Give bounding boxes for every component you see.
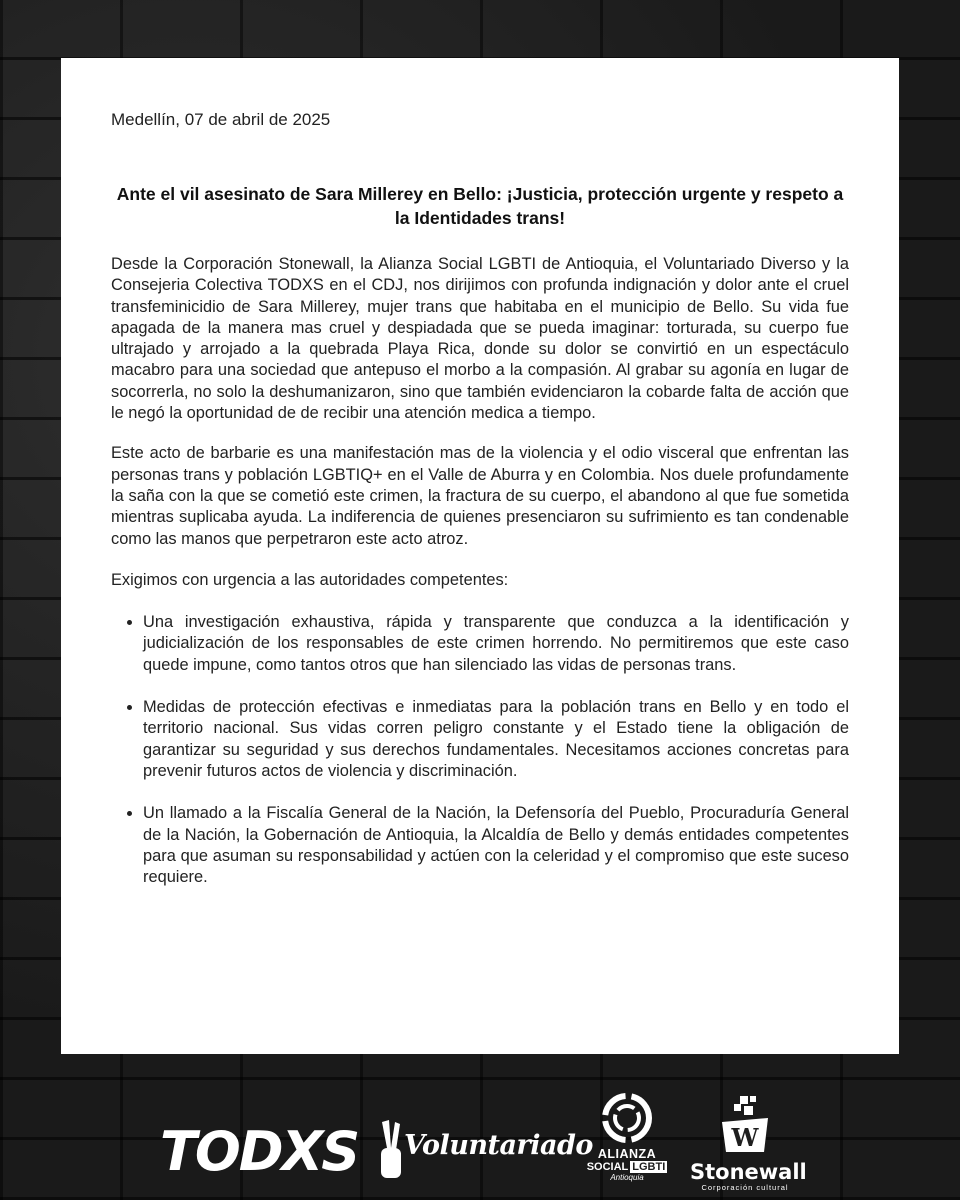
peace-hand-icon [378, 1118, 404, 1187]
demands-intro: Exigimos con urgencia a las autoridades competentes: [111, 570, 509, 589]
alianza-line1: ALIANZA [597, 1147, 657, 1161]
stonewall-subtitle: Corporación cultural [701, 1183, 789, 1192]
demands-list [111, 612, 849, 888]
alianza-line2: SOCIAL LGBTI [586, 1161, 666, 1173]
alianza-line3: Antioquia [610, 1173, 644, 1182]
stonewall-emblem-icon [710, 1094, 780, 1156]
demand-item: • Una investigación exhaustiva, rápida y transparente que conduzca a la identificación y judicialización de los responsables de este crimen horrendo. No permitiremos que este caso quede impune, como tantos otros que han silenciado las vidas de personas trans. [143, 612, 849, 676]
voluntariado-logo: Voluntariado [404, 1130, 593, 1161]
todxs-logo: TODXS [160, 1120, 359, 1183]
letter-date: Medellín, 07 de abril de 2025 [111, 110, 331, 129]
demand-item: • Medidas de protección efectivas e inmediatas para la población trans en Bello y en todo el territorio nacional. Sus vidas corren peligro constante y el Estado tiene la obligación de garantizar su seguridad y sus derechos fundamentales. Necesitamos acciones concretas para prevenir futuros actos de violencia y discriminación. [143, 697, 849, 782]
alianza-logo [584, 1090, 670, 1183]
alianza-ring-icon [599, 1090, 655, 1146]
paragraph-2: Este acto de barbarie es una manifestación mas de la violencia y el odio visceral que enfrentan las personas trans y población LGBTIQ+ en el Valle de Aburra y en Colombia. Nos duele profundamente la saña con la que se cometió este crimen, la fractura de su cuerpo, el abandono al que fue sometida mientras suplicaba ayuda. La indiferencia de quienes presenciaron su sufrimiento es tan condenable como las manos que perpetraron este acto atroz. [111, 444, 849, 548]
demand-item: • Un llamado a la Fiscalía General de la Nación, la Defensoría del Pueblo, Procuraduría General de la Nación, la Gobernación de Antioquia, la Alcaldía de Bello y demás entidades competentes para que asuman su responsabilidad y actúen con la celeridad y el compromiso que este suceso requiere. [143, 803, 849, 888]
logo-bar [0, 1090, 960, 1200]
stonewall-logo [690, 1094, 807, 1192]
letter-page [61, 58, 899, 1054]
paragraph-1: Desde la Corporación Stonewall, la Alianza Social LGBTI de Antioquia, el Voluntariado Diverso y la Consejeria Colectiva TODXS en el CDJ, nos dirijimos con profunda indignación y dolor ante el cruel transfeminicidio de Sara Millerey, mujer trans que habitaba en el municipio de Bello. Su vida fue apagada de la manera mas cruel y despiadada que se pueda imaginar: torturada, su cuerpo fue ultrajado y arrojado a la quebrada Playa Rica, donde su dolor se convirtió en un espectáculo macabro para una sociedad que antepuso el morbo a la compasión. Al grabar su agonía en lugar de socorrerla, no solo la deshumanizaron, sino que también evidenciaron la cobarde falta de acción que le negó la oportunidad de de recibir una atención medica a tiempo. [111, 255, 849, 423]
letter-title: Ante el vil asesinato de Sara Millerey en Bello: ¡Justicia, protección urgente y respeto a la Identidades trans! [116, 184, 844, 228]
svg-text:W: W [731, 1123, 759, 1152]
stonewall-name: Stonewall [690, 1160, 807, 1184]
